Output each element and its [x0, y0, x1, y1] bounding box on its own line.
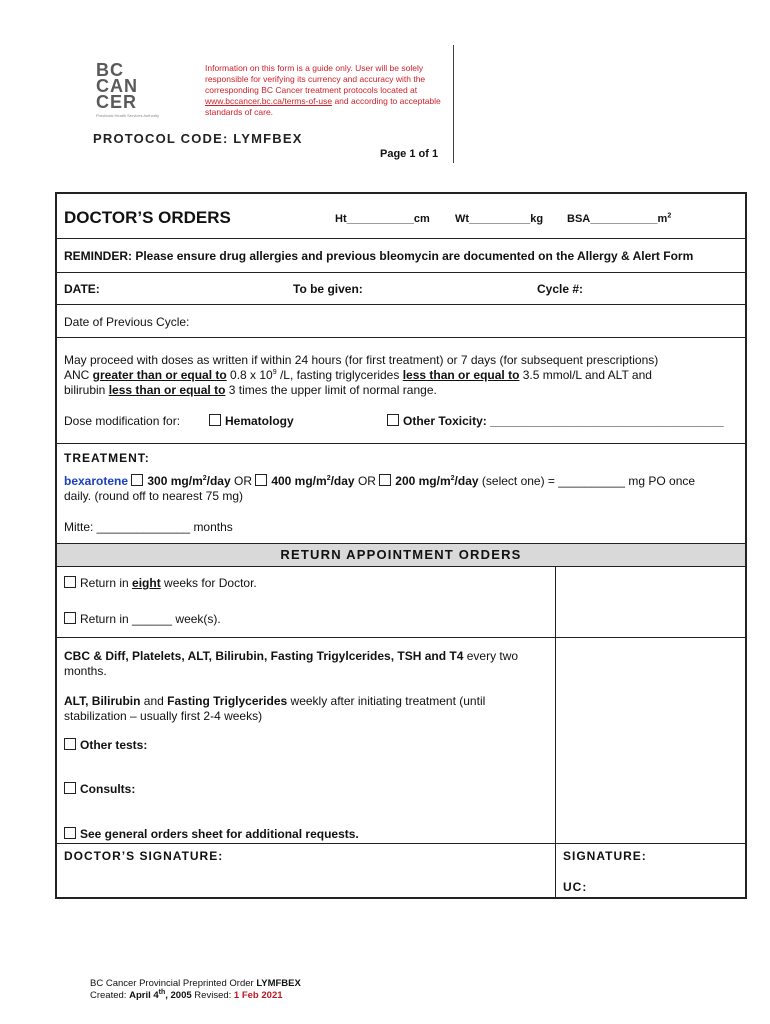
header-divider — [453, 45, 454, 163]
logo-subtitle: Provincial Health Services Authority — [96, 113, 160, 118]
dose-300-checkbox[interactable] — [131, 474, 143, 486]
page-number: Page 1 of 1 — [380, 148, 439, 160]
dose-line-2: daily. (round off to nearest 75 mg) — [64, 489, 243, 503]
signature-column-divider — [555, 843, 556, 899]
form-title: DOCTOR’S ORDERS — [64, 208, 231, 227]
proceed-line-2: ANC greater than or equal to 0.8 x $10^9$ /L, fasting triglycerides less than or equal to 3.5 mmol/L and ALT and — [64, 368, 652, 382]
previous-cycle-label[interactable]: Date of Previous Cycle: — [64, 315, 190, 329]
previous-cycle-row — [57, 305, 745, 338]
other-tests-checkbox[interactable] — [64, 738, 76, 750]
logo-line-3: CER — [96, 92, 138, 112]
consults-option[interactable]: Consults: — [64, 782, 135, 797]
bc-cancer-logo — [96, 62, 158, 118]
cycle-label[interactable]: Cycle #: — [537, 282, 584, 296]
cbc-line-2: months. — [64, 664, 107, 678]
right-column-divider — [555, 567, 556, 843]
doctors-orders-form — [55, 192, 747, 899]
return-custom-checkbox[interactable] — [64, 612, 76, 624]
bexarotene-dose-line: bexarotene 300 $mg/m^2$/day OR 400 $mg/m^2$/day OR 200 $mg/m^2$/day (select one) = __________ mg PO once — [64, 474, 696, 488]
treatment-heading: TREATMENT: — [64, 451, 150, 465]
return-custom-weeks[interactable]: Return in ______ week(s). — [64, 612, 221, 627]
reminder-text: REMINDER: Please ensure drug allergies and previous bleomycin are documented on the Allergy & Alert Form — [64, 249, 694, 263]
weight-field[interactable]: Wt__________kg — [455, 213, 544, 225]
hematology-checkbox[interactable] — [209, 414, 221, 426]
return-section-divider — [57, 637, 745, 638]
treatment-row — [57, 444, 745, 544]
alt-line-1: ALT, Bilirubin and Fasting Triglycerides weekly after initiating treatment (until — [64, 694, 486, 708]
reminder-row — [57, 239, 745, 273]
general-orders-option[interactable]: See general orders sheet for additional requests. — [64, 827, 359, 842]
date-row — [57, 273, 745, 305]
protocol-code: PROTOCOL CODE: LYMFBEX — [93, 131, 303, 146]
other-toxicity-checkbox[interactable] — [387, 414, 399, 426]
doctor-signature-label[interactable]: DOCTOR’S SIGNATURE: — [64, 849, 224, 863]
proceed-line-3: bilirubin less than or equal to 3 times the upper limit of normal range. — [64, 383, 437, 397]
consults-checkbox[interactable] — [64, 782, 76, 794]
logo-line-2: CAN — [96, 76, 138, 96]
footer-line-2: Created: April 4th, 2005 Revised: 1 Feb 2021 — [90, 988, 283, 1001]
proceed-row — [57, 338, 745, 444]
hematology-option[interactable]: Hematology — [209, 414, 294, 429]
mitte-field[interactable]: Mitte: ______________ months — [64, 520, 233, 534]
dose-400-checkbox[interactable] — [255, 474, 267, 486]
return-eight-checkbox[interactable] — [64, 576, 76, 588]
return-appointment-heading: RETURN APPOINTMENT ORDERS — [57, 544, 745, 567]
proceed-line-1: May proceed with doses as written if within 24 hours (for first treatment) or 7 days (for subsequent prescriptions) — [64, 353, 659, 367]
logo-line-1: BC — [96, 60, 124, 80]
footer — [90, 978, 301, 1002]
to-be-given-label[interactable]: To be given: — [293, 282, 363, 296]
return-eight-weeks[interactable]: Return in eight weeks for Doctor. — [64, 576, 257, 591]
bsa-field[interactable]: $BSA\_\_\_\_\_\_\_\_\_\_\_m^2$ — [567, 212, 672, 225]
height-field[interactable]: Ht___________cm — [335, 213, 430, 225]
dose-200-checkbox[interactable] — [379, 474, 391, 486]
footer-line-1: BC Cancer Provincial Preprinted Order LYMFBEX — [90, 978, 301, 989]
orders-header-row — [57, 194, 745, 239]
disclaimer: Information on this form is a guide only. User will be solely responsible for verifying its currency and accuracy with the corresponding BC Cancer treatment protocols located at www.bccancer.bc.ca/terms-of-use and according to acceptable standards of care. — [205, 63, 441, 117]
date-label[interactable]: DATE: — [64, 282, 100, 296]
uc-label[interactable]: UC: — [563, 880, 588, 894]
other-tests-option[interactable]: Other tests: — [64, 738, 147, 753]
signature-label[interactable]: SIGNATURE: — [563, 849, 647, 863]
other-toxicity-option[interactable]: Other Toxicity: ___________________________________ — [387, 414, 724, 429]
alt-line-2: stabilization – usually first 2-4 weeks) — [64, 709, 263, 723]
cbc-line-1: CBC & Diff, Platelets, ALT, Bilirubin, Fasting Trigylcerides, TSH and T4 every two — [64, 649, 519, 663]
terms-link[interactable]: www.bccancer.bc.ca/terms-of-use — [205, 96, 333, 106]
signature-divider — [57, 843, 745, 844]
dose-mod-label: Dose modification for: — [64, 414, 181, 428]
general-orders-checkbox[interactable] — [64, 827, 76, 839]
